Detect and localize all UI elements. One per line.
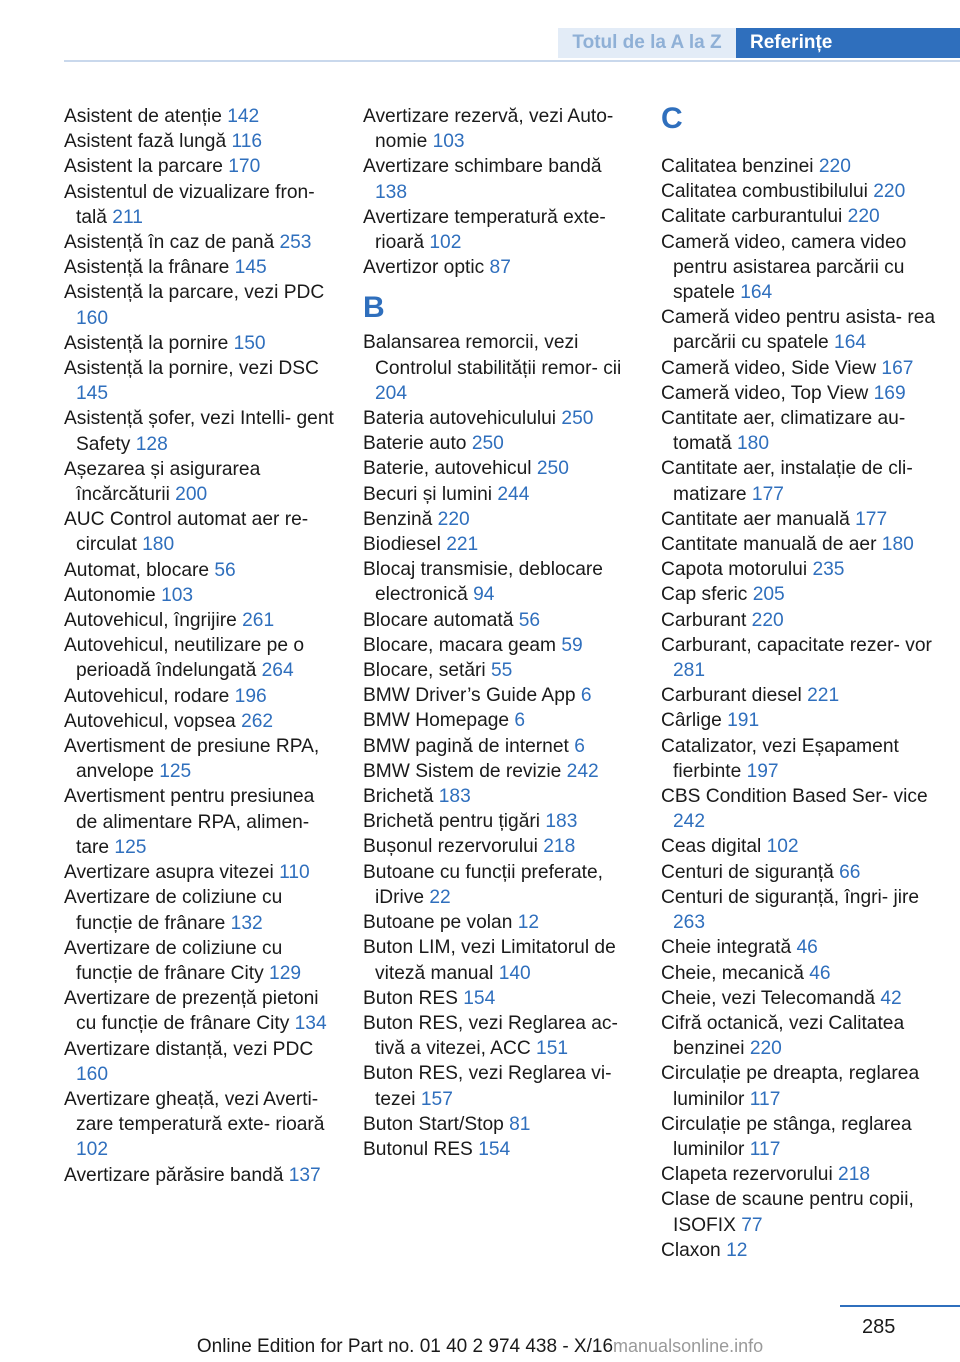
index-entry-page-link[interactable]: 220 xyxy=(751,609,784,631)
index-entry-page-link[interactable]: 242 xyxy=(673,811,706,833)
index-entry-term: Cap sferic xyxy=(661,584,753,606)
footer-rule xyxy=(840,1305,960,1307)
index-entry-page-link[interactable]: 253 xyxy=(279,232,312,254)
index-entry-term: Benzină xyxy=(363,508,438,530)
index-entry-page-link[interactable]: 117 xyxy=(749,1088,781,1110)
index-entry-page-link[interactable]: 137 xyxy=(288,1164,321,1186)
index-entry-term: Avertizare de coliziune cu funcție de frânare xyxy=(64,887,283,934)
index-entry xyxy=(64,457,334,507)
index-entry-page-link[interactable]: 46 xyxy=(796,937,818,959)
index-entry-term: Avertizare gheață, vezi Averti‐ zare temperatură exte‐ rioară xyxy=(64,1088,325,1136)
index-entry-term: Autovehicul, vopsea xyxy=(64,710,242,732)
index-entry-page-link[interactable]: 145 xyxy=(76,383,109,405)
index-entry xyxy=(661,683,937,708)
index-entry-term: Cifră octanică, vezi Calitatea benzinei xyxy=(661,1012,905,1060)
index-entry-term: Butoane cu funcții preferate, iDrive xyxy=(363,861,603,908)
index-entry xyxy=(363,330,633,406)
index-entry-term: Asistent de atenție xyxy=(64,106,228,127)
index-entry xyxy=(363,482,633,507)
index-entry xyxy=(64,255,334,280)
index-entry xyxy=(661,230,937,306)
index-entry-term: Buton RES, vezi Reglarea ac‐ tivă a vitezei, ACC xyxy=(363,1012,618,1060)
index-entry-page-link[interactable]: 46 xyxy=(809,962,831,984)
index-entry-page-link[interactable]: 102 xyxy=(429,232,462,254)
index-entry-page-link[interactable]: 150 xyxy=(233,332,266,354)
index-entry-term: Blocare automată xyxy=(363,609,519,631)
index-entry xyxy=(64,154,334,179)
index-entry-page-link[interactable]: 22 xyxy=(429,886,451,908)
footer xyxy=(0,1336,960,1358)
index-entry xyxy=(661,1238,937,1263)
index-entry-page-link[interactable]: 102 xyxy=(766,836,799,858)
index-entry-page-link[interactable]: 66 xyxy=(839,861,861,883)
index-entry-term: Asistentul de vizualizare fron‐ tală xyxy=(64,181,315,228)
index-entry-term: Cameră video pentru asista‐ rea parcării cu spatele xyxy=(661,307,936,354)
index-entry-page-link[interactable]: 140 xyxy=(498,962,531,984)
index-entry-term: Autovehicul, neutilizare pe o perioadă îndelungată xyxy=(64,635,304,682)
index-entry xyxy=(64,633,334,683)
index-entry xyxy=(363,683,633,708)
index-entry-page-link[interactable]: 110 xyxy=(279,862,310,884)
index-entry-page-link[interactable]: 221 xyxy=(807,685,840,707)
index-entry-term: Cantitate aer manuală xyxy=(661,508,856,530)
index-entry xyxy=(363,406,633,431)
index-entry xyxy=(64,356,334,406)
index-entry-term: Avertizor optic xyxy=(363,257,490,279)
index-entry-term: Calitate carburantului xyxy=(661,206,848,228)
index-entry xyxy=(363,809,633,834)
index-entry xyxy=(363,759,633,784)
index-entry xyxy=(363,1061,633,1111)
index-entry-term: Claxon xyxy=(661,1239,727,1261)
index-entry xyxy=(64,104,334,129)
index-entry xyxy=(661,179,937,204)
index-entry-term: Așezarea și asigurarea încărcăturii xyxy=(64,458,261,506)
index-entry-term: Automat, blocare xyxy=(64,559,215,581)
index-entry-page-link[interactable]: 125 xyxy=(159,761,192,783)
index-entry-term: Avertizare distanță, vezi PDC xyxy=(64,1038,314,1060)
index-column-2 xyxy=(363,104,633,1162)
index-entry-page-link[interactable]: 250 xyxy=(536,458,569,480)
index-entry-page-link[interactable]: 244 xyxy=(497,483,530,505)
index-entry xyxy=(64,331,334,356)
index-entry-term: Avertizare de prezență pietoni cu funcție de frânare City xyxy=(64,988,319,1035)
index-entry xyxy=(64,558,334,583)
index-entry xyxy=(363,205,633,255)
index-letter-heading: B xyxy=(363,291,385,325)
index-entry-term: Cârlige xyxy=(661,710,728,732)
index-entry-page-link[interactable]: 204 xyxy=(375,382,408,404)
index-entry xyxy=(64,230,334,255)
index-entry-term: Avertizare de coliziune cu funcție de frânare City xyxy=(64,937,283,984)
index-entry-page-link[interactable]: 142 xyxy=(227,106,260,127)
index-entry xyxy=(363,986,633,1011)
header-rule xyxy=(64,60,960,62)
index-entry xyxy=(64,784,334,860)
index-entry xyxy=(661,532,937,557)
index-column-3 xyxy=(661,104,937,1263)
index-entry xyxy=(661,305,937,355)
index-entry-page-link[interactable]: 55 xyxy=(490,660,513,682)
index-entry xyxy=(661,1162,937,1187)
index-entry-term: Avertizare asupra vitezei xyxy=(64,862,280,884)
index-entry-term: Biodiesel xyxy=(363,534,447,556)
index-entry xyxy=(661,456,937,506)
index-entry xyxy=(64,936,334,986)
index-entry-term: Asistent fază lungă xyxy=(64,131,232,153)
index-entry-term: Buton Start/Stop xyxy=(363,1113,510,1135)
index-entry xyxy=(64,583,334,608)
index-entry-page-link[interactable]: 87 xyxy=(489,257,511,279)
index-entry xyxy=(363,860,633,910)
index-entry xyxy=(363,431,633,456)
index-entry-term: Avertizare temperatură exte‐ rioară xyxy=(363,206,606,254)
index-entry xyxy=(661,582,937,607)
index-entry-term: Cheie integrată xyxy=(661,937,797,959)
index-entry-term: Avertisment pentru presiunea de alimentare RPA, alimen‐ tare xyxy=(64,786,315,858)
index-entry-page-link[interactable]: 164 xyxy=(834,332,867,354)
index-entry-term: Baterie, autovehicul xyxy=(363,458,537,480)
index-entry-term: Asistent la parcare xyxy=(64,156,229,178)
index-entry-term: Bateria autovehiculului xyxy=(363,408,562,430)
index-entry-term: Autovehicul, rodare xyxy=(64,685,235,707)
index-entry-page-link[interactable]: 138 xyxy=(375,181,408,203)
index-entry-term: CBS Condition Based Ser‐ vice xyxy=(661,786,928,808)
index-entry xyxy=(363,1137,633,1162)
index-entry-term: Cantitate aer, climatizare au‐ tomată xyxy=(661,408,906,455)
index-entry-term: Asistență la pornire xyxy=(64,332,234,354)
index-entry-term: Carburant diesel xyxy=(661,685,808,707)
index-entry xyxy=(661,708,937,733)
index-entry-page-link[interactable]: 205 xyxy=(752,584,785,606)
index-entry-term: Brichetă pentru țigări xyxy=(363,811,546,833)
index-entry-page-link[interactable]: 160 xyxy=(76,307,109,329)
index-entry xyxy=(363,1112,633,1137)
index-entry xyxy=(661,961,937,986)
index-entry xyxy=(363,255,633,280)
index-entry-page-link[interactable]: 250 xyxy=(561,408,594,430)
index-entry-page-link[interactable]: 242 xyxy=(566,760,599,782)
index-entry-page-link[interactable]: 200 xyxy=(175,484,208,506)
index-entry xyxy=(64,406,334,456)
index-entry-term: Asistență la parcare, vezi PDC xyxy=(64,282,325,304)
index-entry-term: Ceas digital xyxy=(661,836,767,858)
index-entry-page-link[interactable]: 160 xyxy=(76,1063,109,1085)
index-entry-term: Avertizare părăsire bandă xyxy=(64,1164,289,1186)
index-entry-page-link[interactable]: 81 xyxy=(509,1113,531,1135)
index-entry xyxy=(661,784,937,834)
index-entry-page-link[interactable]: 6 xyxy=(514,710,526,732)
index-entry xyxy=(661,986,937,1011)
index-entry-page-link[interactable]: 220 xyxy=(847,206,880,228)
index-entry-page-link[interactable]: 12 xyxy=(517,912,540,934)
index-entry-page-link[interactable]: 154 xyxy=(478,1138,511,1160)
index-entry xyxy=(661,1011,937,1061)
index-entry-term: Calitatea benzinei xyxy=(661,156,819,177)
index-entry-term: Buton RES, vezi Reglarea vi‐ tezei xyxy=(363,1063,612,1110)
index-entry-term: Clapeta rezervorului xyxy=(661,1164,839,1186)
index-entry-page-link[interactable]: 281 xyxy=(673,660,706,682)
index-entry-page-link[interactable]: 6 xyxy=(580,685,592,707)
index-entry-page-link[interactable]: 154 xyxy=(463,987,496,1009)
index-entry-page-link[interactable]: 218 xyxy=(838,1164,871,1186)
index-entry-page-link[interactable]: 128 xyxy=(135,433,168,455)
index-entry-page-link[interactable]: 59 xyxy=(561,634,583,656)
index-entry-term: Asistență în caz de pană xyxy=(64,232,280,254)
index-entry-term: Blocaj transmisie, deblocare electronică xyxy=(363,559,603,606)
index-entry-page-link[interactable]: 183 xyxy=(438,786,471,808)
index-entry-page-link[interactable]: 197 xyxy=(746,760,779,782)
footer-watermark: manualsonline.info xyxy=(613,1336,764,1356)
index-entry-page-link[interactable]: 169 xyxy=(873,382,906,404)
index-entry-page-link[interactable]: 220 xyxy=(818,156,851,177)
index-entry xyxy=(661,1061,937,1111)
index-entry xyxy=(363,784,633,809)
index-entry xyxy=(64,860,334,885)
index-entry-term: BMW pagină de internet xyxy=(363,735,575,757)
index-entry xyxy=(363,834,633,859)
index-entry-page-link[interactable]: 264 xyxy=(261,660,294,682)
index-entry xyxy=(661,507,937,532)
index-entry xyxy=(661,557,937,582)
index-entry-page-link[interactable]: 191 xyxy=(727,710,760,732)
index-entry-page-link[interactable]: 134 xyxy=(294,1013,327,1035)
index-entry-page-link[interactable]: 145 xyxy=(234,257,267,279)
index-entry-term: Buton RES xyxy=(363,987,464,1009)
index-entry-page-link[interactable]: 211 xyxy=(112,206,143,228)
index-entry-page-link[interactable]: 56 xyxy=(214,559,236,581)
index-entry-page-link[interactable]: 6 xyxy=(574,735,585,757)
index-entry-page-link[interactable]: 42 xyxy=(880,987,902,1009)
index-entry-term: Baterie auto xyxy=(363,433,472,455)
index-entry-page-link[interactable]: 235 xyxy=(812,559,845,581)
index-entry-page-link[interactable]: 262 xyxy=(241,710,274,732)
index-entry-term: BMW Sistem de revizie xyxy=(363,760,567,782)
footer-edition: Online Edition for Part no. 01 40 2 974 438 - X/16 xyxy=(196,1336,614,1357)
index-entry xyxy=(64,1163,334,1188)
index-entry-term: Buton LIM, vezi Limitatorul de viteză manual xyxy=(363,937,616,984)
index-entry-page-link[interactable]: 132 xyxy=(230,912,263,934)
index-entry-term: BMW Driver’s Guide App xyxy=(363,685,581,707)
index-entry-term: Cameră video, camera video pentru asistarea parcării cu spatele xyxy=(661,231,907,304)
index-entry-page-link[interactable]: 180 xyxy=(881,534,914,556)
index-entry-term: Centuri de siguranță xyxy=(661,861,840,883)
index-entry xyxy=(363,708,633,733)
index-entry-term: Blocare, macara geam xyxy=(363,634,562,656)
index-entry-term: Cantitate manuală de aer xyxy=(661,534,882,556)
index-entry-page-link[interactable]: 170 xyxy=(228,156,261,178)
index-entry-term: AUC Control automat aer re‐ circulat xyxy=(64,509,309,556)
index-entry-page-link[interactable]: 218 xyxy=(543,836,576,858)
index-entry xyxy=(363,154,633,204)
index-entry-page-link[interactable]: 102 xyxy=(76,1139,109,1161)
header-chapter-title: Referințe xyxy=(736,28,960,58)
index-entry-page-link[interactable]: 180 xyxy=(142,534,175,556)
index-entry-term: Cameră video, Top View xyxy=(661,382,874,404)
index-entry-page-link[interactable]: 116 xyxy=(231,131,263,153)
header-section-title: Totul de la A la Z xyxy=(558,28,736,58)
index-entry-term: Cheie, vezi Telecomandă xyxy=(661,987,881,1009)
index-entry-page-link[interactable]: 157 xyxy=(420,1088,453,1110)
index-entry-page-link[interactable]: 117 xyxy=(749,1138,781,1160)
index-entry xyxy=(661,885,937,935)
index-entry-term: BMW Homepage xyxy=(363,710,515,732)
index-entry-page-link[interactable]: 94 xyxy=(473,584,495,606)
index-entry-term: Cheie, mecanică xyxy=(661,962,810,984)
index-entry-page-link[interactable]: 177 xyxy=(751,483,784,505)
index-entry-term: Asistență șofer, vezi Intelli‐ gent Safety xyxy=(64,408,334,455)
index-entry-term: Carburant xyxy=(661,609,752,631)
index-entry xyxy=(64,885,334,935)
index-entry-page-link[interactable]: 129 xyxy=(269,962,302,984)
index-entry xyxy=(64,709,334,734)
index-entry-page-link[interactable]: 103 xyxy=(432,131,465,153)
index-entry xyxy=(661,381,937,406)
index-entry-page-link[interactable]: 177 xyxy=(855,508,888,530)
index-letter-heading: C xyxy=(661,102,683,135)
index-entry xyxy=(661,1112,937,1162)
index-entry-term: Clase de scaune pentru copii, ISOFIX xyxy=(661,1189,914,1236)
index-entry-page-link[interactable]: 164 xyxy=(740,282,773,304)
index-entry xyxy=(661,204,937,229)
index-entry xyxy=(64,684,334,709)
index-entry-term: Capota motorului xyxy=(661,559,813,581)
index-entry xyxy=(661,608,937,633)
index-entry-term: Avertizare schimbare bandă xyxy=(363,156,602,178)
index-entry xyxy=(661,834,937,859)
index-entry-term: Becuri și lumini xyxy=(363,483,498,505)
index-entry xyxy=(64,1037,334,1087)
index-entry xyxy=(363,608,633,633)
index-entry xyxy=(363,532,633,557)
index-entry xyxy=(64,129,334,154)
index-entry-page-link[interactable]: 125 xyxy=(114,836,147,858)
index-entry xyxy=(64,507,334,557)
index-entry xyxy=(661,633,937,683)
index-entry-term: Balansarea remorcii, vezi Controlul stabilității remor‐ cii xyxy=(363,332,622,379)
index-entry-page-link[interactable]: 183 xyxy=(545,811,578,833)
index-entry xyxy=(661,154,937,179)
index-entry-term: Circulație pe dreapta, reglarea luminilor xyxy=(661,1063,920,1110)
index-entry-page-link[interactable]: 151 xyxy=(536,1038,569,1060)
index-entry xyxy=(363,658,633,683)
index-entry-page-link[interactable]: 220 xyxy=(437,508,470,530)
index-entry-page-link[interactable]: 220 xyxy=(873,181,906,203)
index-entry xyxy=(64,1087,334,1163)
index-column-1 xyxy=(64,104,334,1188)
index-entry-page-link[interactable]: 167 xyxy=(881,357,914,379)
index-entry xyxy=(64,734,334,784)
index-entry xyxy=(64,280,334,330)
index-entry xyxy=(363,456,633,481)
index-entry xyxy=(661,356,937,381)
index-entry-term: Butoane pe volan xyxy=(363,912,518,934)
index-entry-page-link[interactable]: 103 xyxy=(161,584,194,606)
index-entry xyxy=(64,180,334,230)
index-entry xyxy=(363,507,633,532)
index-entry-term: Avertizare rezervă, vezi Auto‐ nomie xyxy=(363,106,614,153)
index-entry-term: Circulație pe stânga, reglarea luminilor xyxy=(661,1113,912,1160)
index-entry xyxy=(363,633,633,658)
index-entry-page-link[interactable]: 261 xyxy=(242,610,275,632)
index-entry-page-link[interactable]: 180 xyxy=(737,433,770,455)
index-entry xyxy=(363,104,633,154)
index-entry xyxy=(64,608,334,633)
index-entry-page-link[interactable]: 221 xyxy=(446,534,479,556)
index-entry-term: Calitatea combustibilului xyxy=(661,181,874,203)
index-entry-term: Butonul RES xyxy=(363,1138,479,1160)
index-entry-term: Cantitate aer, instalație de cli‐ matizare xyxy=(661,458,913,505)
index-entry-term: Autonomie xyxy=(64,584,162,606)
index-entry-page-link[interactable]: 220 xyxy=(749,1038,782,1060)
index-entry-page-link[interactable]: 250 xyxy=(471,433,504,455)
index-entry-page-link[interactable]: 12 xyxy=(726,1239,748,1261)
index-entry xyxy=(363,1011,633,1061)
index-entry-term: Asistență la frânare xyxy=(64,257,235,279)
index-entry xyxy=(661,734,937,784)
index-entry-term: Catalizator, vezi Eșapament fierbinte xyxy=(661,735,899,782)
page-header xyxy=(0,0,960,62)
index-entry xyxy=(363,557,633,607)
index-entry-page-link[interactable]: 56 xyxy=(518,609,541,631)
index-entry-page-link[interactable]: 263 xyxy=(673,912,706,934)
index-entry-term: Centuri de siguranță, îngri‐ jire xyxy=(661,886,920,908)
index-entry-term: Bușonul rezervorului xyxy=(363,836,544,858)
index-entry xyxy=(661,406,937,456)
index-entry-term: Avertisment de presiune RPA, anvelope xyxy=(64,736,320,783)
index-entry-term: Blocare, setări xyxy=(363,660,491,682)
index-entry xyxy=(661,935,937,960)
index-entry-term: Carburant, capacitate rezer‐ vor xyxy=(661,634,932,656)
index-entry-term: Autovehicul, îngrijire xyxy=(64,610,243,632)
index-entry xyxy=(661,1187,937,1237)
index-entry-term: Brichetă xyxy=(363,786,439,808)
index-entry xyxy=(64,986,334,1036)
index-entry xyxy=(363,734,633,759)
index-entry xyxy=(363,935,633,985)
index-entry-term: Cameră video, Side View xyxy=(661,357,882,379)
index-entry-page-link[interactable]: 77 xyxy=(741,1214,763,1236)
index-entry-term: Asistență la pornire, vezi DSC xyxy=(64,358,319,380)
index-entry xyxy=(661,860,937,885)
index-entry xyxy=(363,910,633,935)
page-number: 285 xyxy=(862,1316,896,1338)
index-entry-page-link[interactable]: 196 xyxy=(234,685,267,707)
